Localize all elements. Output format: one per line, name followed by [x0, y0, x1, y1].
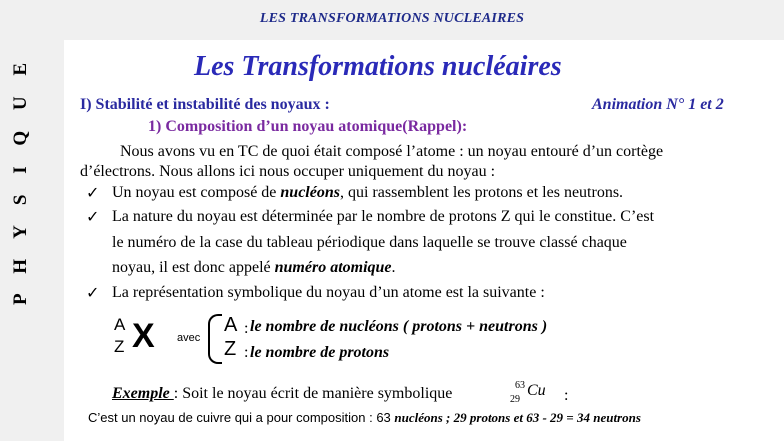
- copper-mass-number: 63: [515, 380, 525, 391]
- colon: :: [244, 320, 249, 337]
- animation-link[interactable]: Animation N° 1 et 2: [592, 96, 724, 113]
- subsection-heading: 1) Composition d’un noyau atomique(Rappel):: [148, 118, 468, 135]
- colon: :: [564, 387, 569, 404]
- section-heading: I) Stabilité et instabilité des noyaux :: [80, 96, 330, 113]
- definition-a: le nombre de nucléons ( protons + neutrons ): [250, 318, 548, 335]
- copper-element: Cu: [527, 382, 546, 399]
- bullet-2-line-2: le numéro de la case du tableau périodique dans laquelle se trouve classé chaque: [112, 234, 627, 251]
- header-title: LES TRANSFORMATIONS NUCLEAIRES: [259, 11, 525, 26]
- bullet-3: La représentation symbolique du noyau d’un atome est la suivante :: [112, 284, 545, 301]
- brace-letter-a: A: [224, 314, 238, 336]
- bullet-2-line-3: noyau, il est donc appelé numéro atomique.: [112, 259, 396, 276]
- symbol-element: X: [132, 317, 155, 355]
- brace-icon: [208, 314, 222, 364]
- brace-letter-z: Z: [224, 338, 237, 360]
- check-icon: ✓: [86, 285, 100, 302]
- bullet-1: Un noyau est composé de nucléons, qui rassemblent les protons et les neutrons.: [112, 184, 624, 201]
- copper-atomic-number: 29: [510, 394, 520, 405]
- bullet-2-line-1: La nature du noyau est déterminée par le nombre de protons Z qui le constitue. C’est: [112, 208, 655, 225]
- symbol-atomic-number: Z: [114, 337, 125, 356]
- nucleus-symbol: [114, 315, 164, 363]
- symbol-mass-number: A: [114, 315, 126, 334]
- sidebar-label: P H Y S I Q U E: [10, 54, 31, 305]
- paragraph-line-2: d’électrons. Nous allons ici nous occuper uniquement du noyau :: [80, 163, 496, 180]
- avec-label: avec: [177, 332, 201, 344]
- page-title: Les Transformations nucléaires: [194, 51, 562, 82]
- copper-symbol: [510, 378, 560, 408]
- check-icon: ✓: [86, 209, 100, 226]
- composition-line: C’est un noyau de cuivre qui a pour composition : 63 nucléons ; 29 protons et 63 - 29 = 34 neutrons: [88, 410, 641, 425]
- header-bar: [0, 0, 784, 40]
- example-line: Exemple : Soit le noyau écrit de manière symbolique: [112, 385, 453, 402]
- paragraph-line-1: Nous avons vu en TC de quoi était composé l’atome : un noyau entouré d’un cortège: [120, 143, 664, 160]
- check-icon: ✓: [86, 185, 100, 202]
- document-page: [64, 40, 784, 441]
- sidebar: [0, 40, 64, 441]
- colon: :: [244, 344, 249, 361]
- definition-z: le nombre de protons: [250, 344, 390, 361]
